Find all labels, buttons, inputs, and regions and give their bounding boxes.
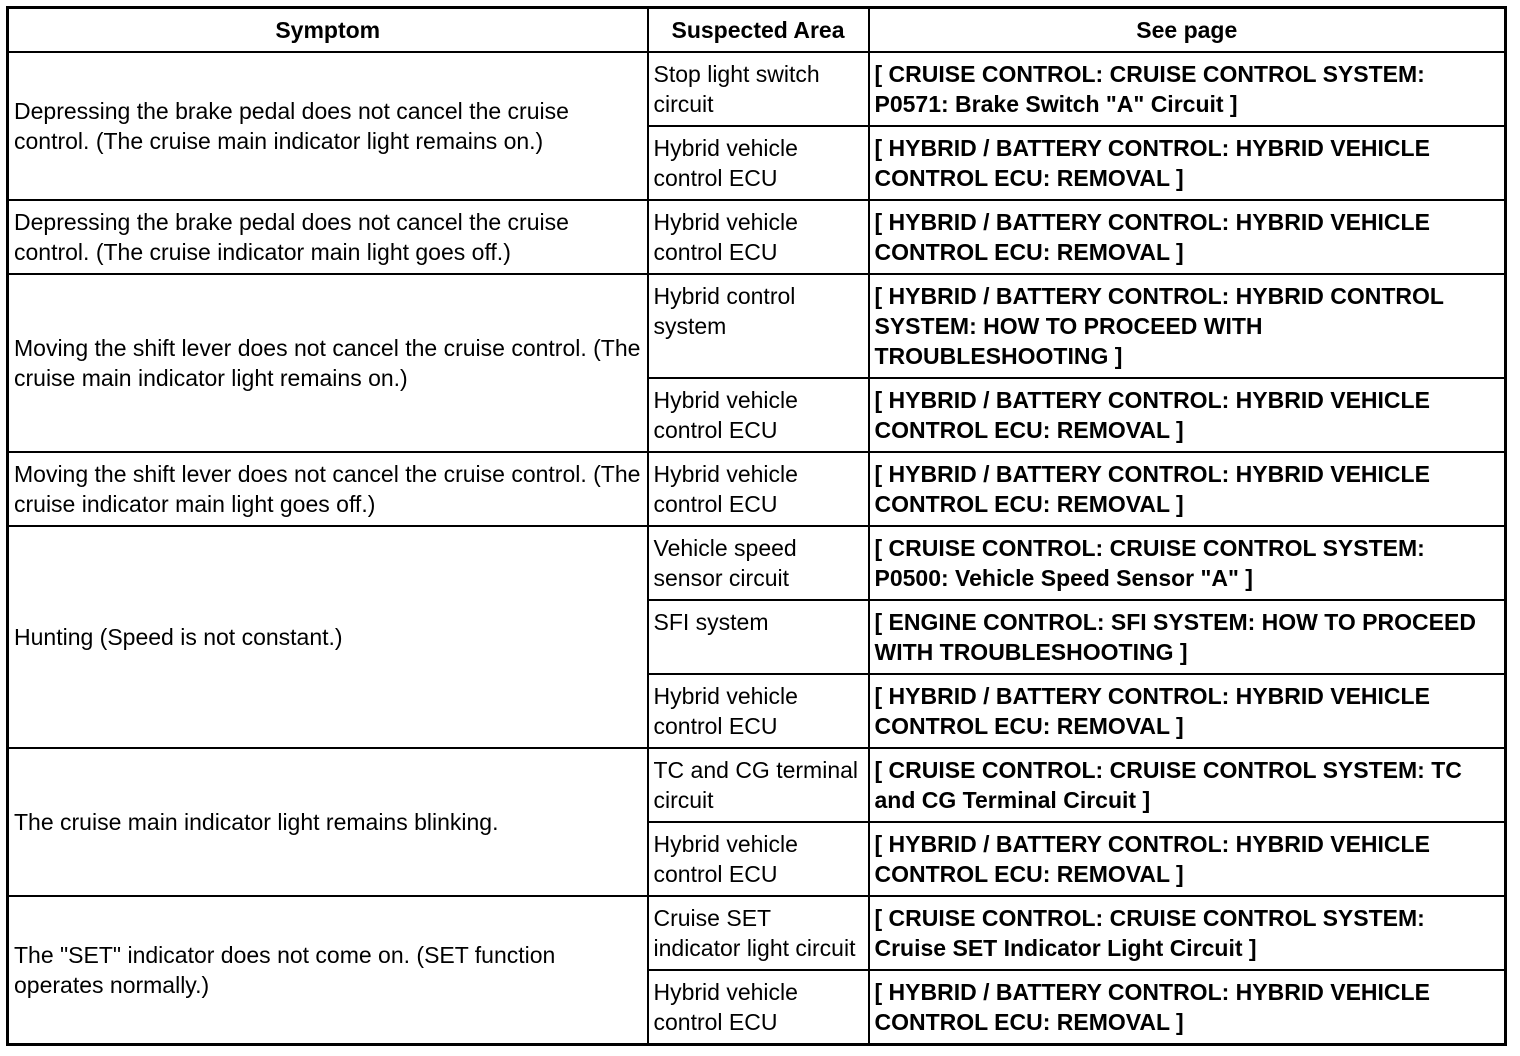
see-page-reference: [ HYBRID / BATTERY CONTROL: HYBRID VEHICLE CONTROL ECU: REMOVAL ] — [869, 822, 1506, 896]
header-row — [8, 8, 1506, 53]
suspected-area-cell: Stop light switch circuit — [648, 52, 869, 126]
suspected-area-cell: Hybrid vehicle control ECU — [648, 126, 869, 200]
header-symptom: Symptom — [8, 8, 648, 53]
suspected-area-cell: TC and CG terminal circuit — [648, 748, 869, 822]
see-page-reference: [ HYBRID / BATTERY CONTROL: HYBRID VEHICLE CONTROL ECU: REMOVAL ] — [869, 674, 1506, 748]
see-page-reference: [ CRUISE CONTROL: CRUISE CONTROL SYSTEM: P0500: Vehicle Speed Sensor "A" ] — [869, 526, 1506, 600]
see-page-reference: [ CRUISE CONTROL: CRUISE CONTROL SYSTEM: P0571: Brake Switch "A" Circuit ] — [869, 52, 1506, 126]
table-row — [8, 52, 1506, 126]
suspected-area-cell: Hybrid vehicle control ECU — [648, 378, 869, 452]
see-page-reference: [ CRUISE CONTROL: CRUISE CONTROL SYSTEM: Cruise SET Indicator Light Circuit ] — [869, 896, 1506, 970]
see-page-reference: [ HYBRID / BATTERY CONTROL: HYBRID VEHICLE CONTROL ECU: REMOVAL ] — [869, 970, 1506, 1045]
table-row — [8, 896, 1506, 970]
see-page-reference: [ CRUISE CONTROL: CRUISE CONTROL SYSTEM: TC and CG Terminal Circuit ] — [869, 748, 1506, 822]
suspected-area-cell: Hybrid vehicle control ECU — [648, 674, 869, 748]
suspected-area-cell: SFI system — [648, 600, 869, 674]
header-see-page: See page — [869, 8, 1506, 53]
symptom-cell: Depressing the brake pedal does not cancel the cruise control. (The cruise main indicator light remains on.) — [8, 52, 648, 200]
see-page-reference: [ HYBRID / BATTERY CONTROL: HYBRID VEHICLE CONTROL ECU: REMOVAL ] — [869, 452, 1506, 526]
suspected-area-cell: Cruise SET indicator light circuit — [648, 896, 869, 970]
see-page-reference: [ HYBRID / BATTERY CONTROL: HYBRID VEHICLE CONTROL ECU: REMOVAL ] — [869, 200, 1506, 274]
symptom-cell: The cruise main indicator light remains blinking. — [8, 748, 648, 896]
suspected-area-cell: Hybrid vehicle control ECU — [648, 970, 869, 1045]
see-page-reference: [ ENGINE CONTROL: SFI SYSTEM: HOW TO PROCEED WITH TROUBLESHOOTING ] — [869, 600, 1506, 674]
table-row — [8, 748, 1506, 822]
suspected-area-cell: Hybrid vehicle control ECU — [648, 200, 869, 274]
see-page-reference: [ HYBRID / BATTERY CONTROL: HYBRID VEHICLE CONTROL ECU: REMOVAL ] — [869, 378, 1506, 452]
see-page-reference: [ HYBRID / BATTERY CONTROL: HYBRID CONTROL SYSTEM: HOW TO PROCEED WITH TROUBLESHOOTING ] — [869, 274, 1506, 378]
symptom-cell: Moving the shift lever does not cancel the cruise control. (The cruise indicator main light goes off.) — [8, 452, 648, 526]
symptom-cell: The "SET" indicator does not come on. (SET function operates normally.) — [8, 896, 648, 1045]
symptom-cell: Depressing the brake pedal does not cancel the cruise control. (The cruise indicator main light goes off.) — [8, 200, 648, 274]
suspected-area-cell: Hybrid vehicle control ECU — [648, 822, 869, 896]
table-body — [8, 52, 1506, 1045]
table-row — [8, 274, 1506, 378]
suspected-area-cell: Hybrid vehicle control ECU — [648, 452, 869, 526]
table-row — [8, 452, 1506, 526]
suspected-area-cell: Vehicle speed sensor circuit — [648, 526, 869, 600]
header-suspected-area: Suspected Area — [648, 8, 869, 53]
suspected-area-cell: Hybrid control system — [648, 274, 869, 378]
symptom-cell: Hunting (Speed is not constant.) — [8, 526, 648, 748]
see-page-reference: [ HYBRID / BATTERY CONTROL: HYBRID VEHICLE CONTROL ECU: REMOVAL ] — [869, 126, 1506, 200]
symptom-cell: Moving the shift lever does not cancel the cruise control. (The cruise main indicator light remains on.) — [8, 274, 648, 452]
symptom-table — [6, 6, 1507, 1046]
table-row — [8, 200, 1506, 274]
table-row — [8, 526, 1506, 600]
